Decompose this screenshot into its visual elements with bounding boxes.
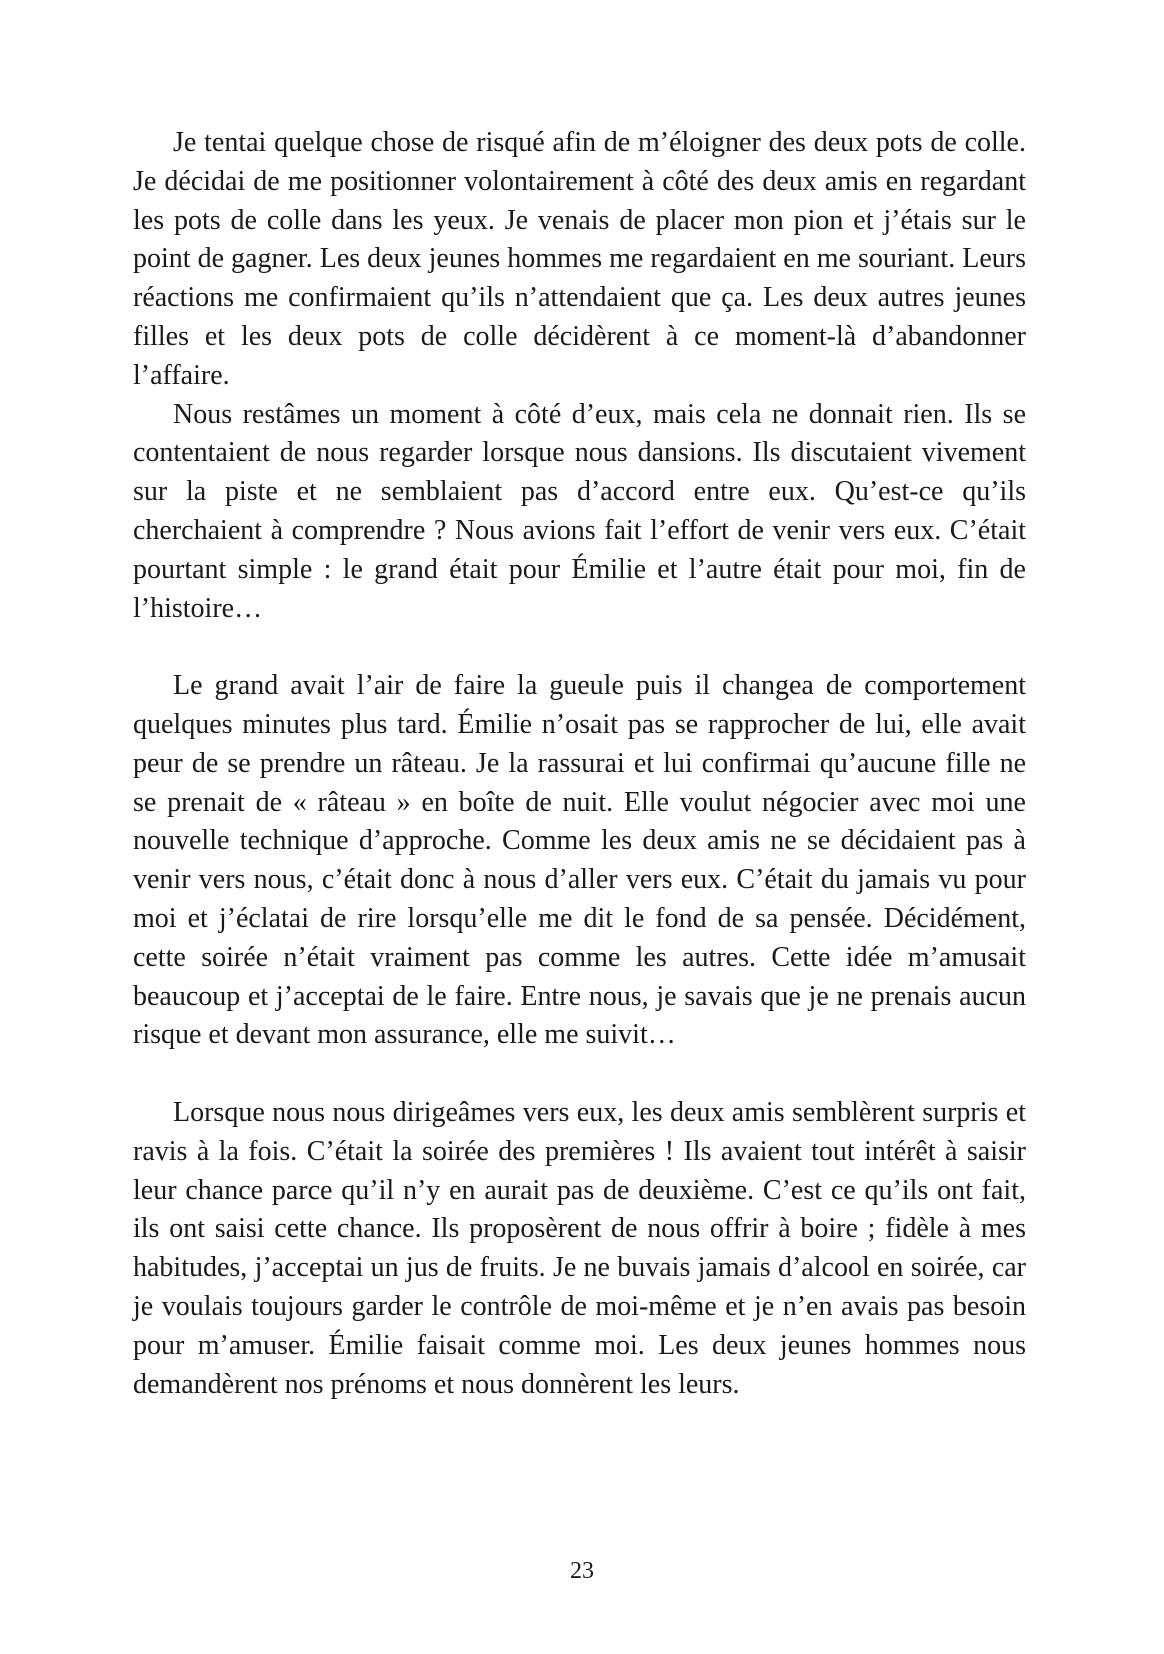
- body-text: [133, 124, 1026, 1404]
- paragraph-4: Lorsque nous nous dirigeâmes vers eux, les deux amis semblèrent surpris et ravis à la fois. C’était la soirée des premières ! Ils avaient tout intérêt à saisir leur chance parce qu’il n’y en aurait pas de deuxième. C’est ce qu’ils ont fait, ils ont saisi cette chance. Ils proposèrent de nous offrir à boire ; fidèle à mes habitudes, j’acceptai un jus de fruits. Je ne buvais jamais d’alcool en soirée, car je voulais toujours garder le contrôle de moi-même et je n’en avais pas besoin pour m’amuser. Émilie faisait comme moi. Les deux jeunes hommes nous demandèrent nos prénoms et nous donnèrent les leurs.: [133, 1096, 1026, 1400]
- paragraph-3: Le grand avait l’air de faire la gueule puis il changea de comportement quelques minutes plus tard. Émilie n’osait pas se rapprocher de lui, elle avait peur de se prendre un râteau. Je la rassurai et lui confirmai qu’aucune fille ne se prenait de « râteau » en boîte de nuit. Elle voulut négocier avec moi une nouvelle technique d’approche. Comme les deux amis ne se décidaient pas à venir vers nous, c’était donc à nous d’aller vers eux. C’était du jamais vu pour moi et j’éclatai de rire lorsqu’elle me dit le fond de sa pensée. Décidément, cette soirée n’était vraiment pas comme les autres. Cette idée m’amusait beaucoup et j’acceptai de le faire. Entre nous, je savais que je ne prenais aucun risque et devant mon assurance, elle me suivit…: [133, 670, 1026, 1051]
- paragraph-2: Nous restâmes un moment à côté d’eux, mais cela ne donnait rien. Ils se contentaient de nous regarder lorsque nous dansions. Ils discutaient vivement sur la piste et ne semblaient pas d’accord entre eux. Qu’est-ce qu’ils cherchaient à comprendre ? Nous avions fait l’effort de venir vers eux. C’était pourtant simple : le grand était pour Émilie et l’autre était pour moi, fin de l’histoire…: [133, 398, 1026, 624]
- page-number: 23: [570, 1558, 594, 1584]
- paragraph-1: Je tentai quelque chose de risqué afin de m’éloigner des deux pots de colle. Je décidai de me positionner volontairement à côté des deux amis en regardant les pots de colle dans les yeux. Je venais de placer mon pion et j’étais sur le point de gagner. Les deux jeunes hommes me regardaient en me souriant. Leurs réactions me confirmaient qu’ils n’attendaient que ça. Les deux autres jeunes filles et les deux pots de colle décidèrent à ce moment-là d’abandonner l’affaire.: [133, 127, 1026, 391]
